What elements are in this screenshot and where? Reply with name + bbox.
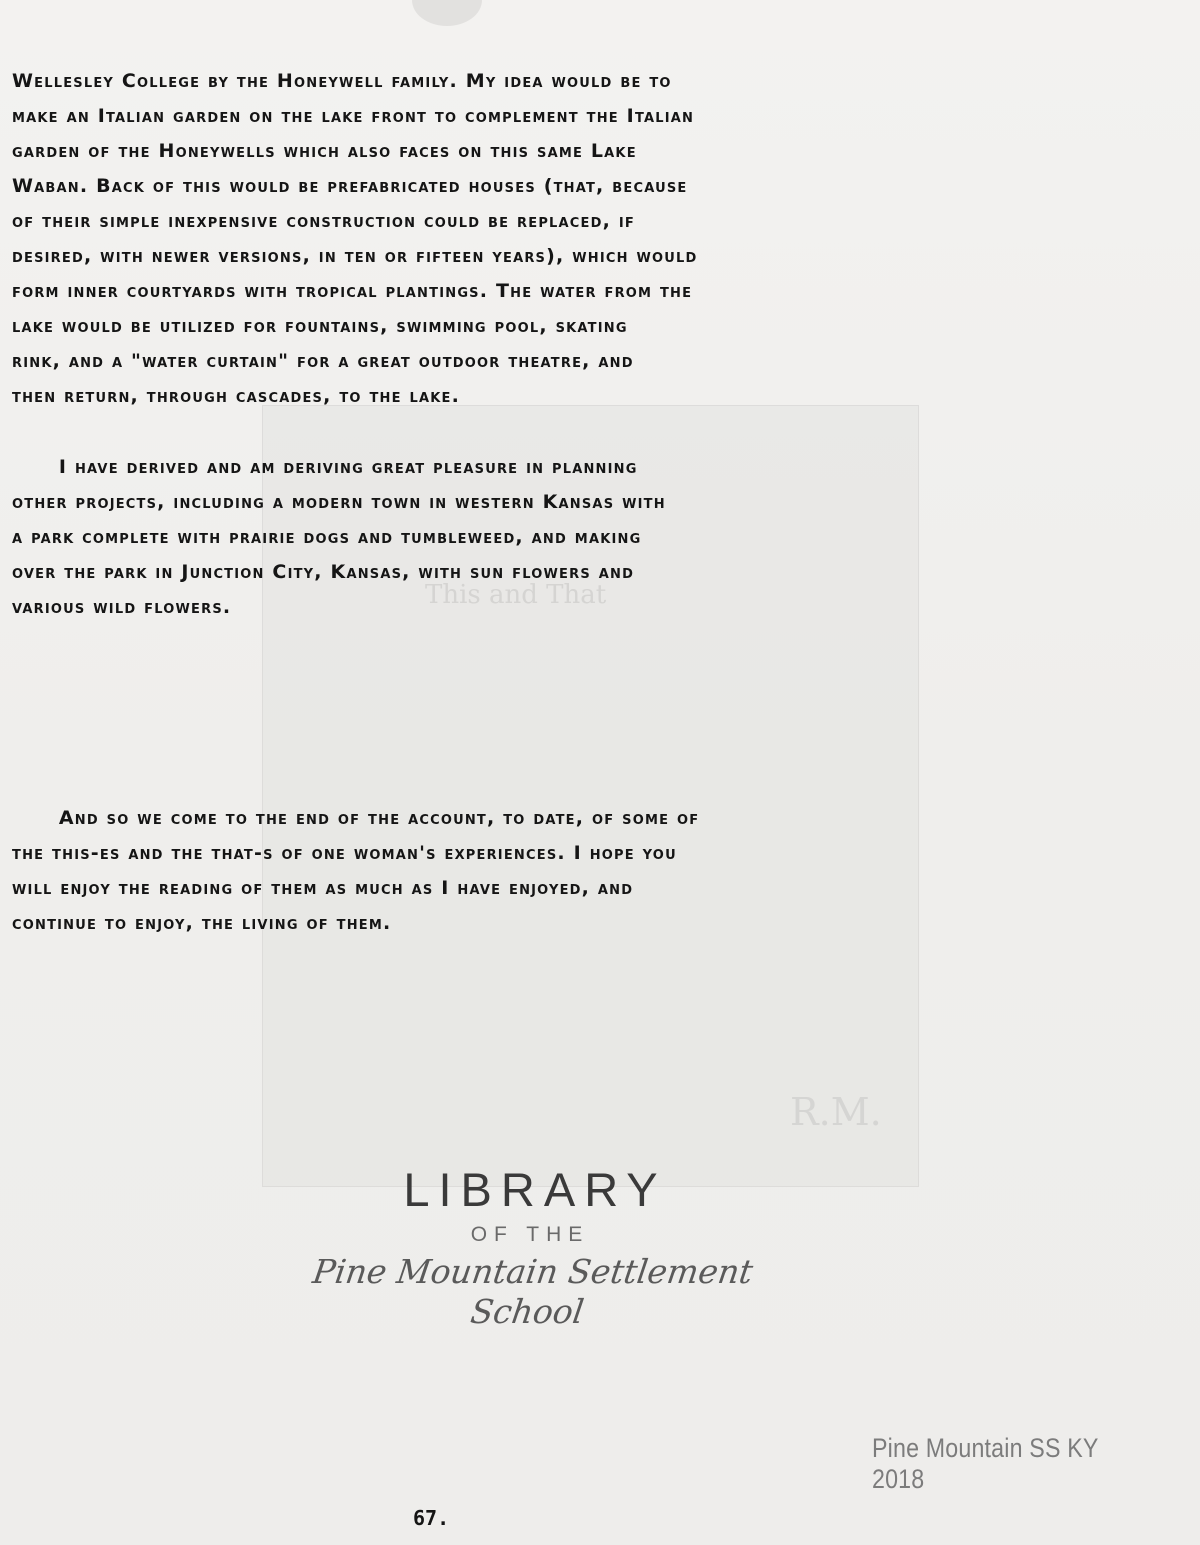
text-line: other projects, including a modern town in western Kansas with — [12, 491, 666, 513]
text-line: of their simple inexpensive construction could be replaced, if — [12, 210, 635, 232]
text-line: the this-es and the that-s of one woman's experiences. I hope you — [12, 842, 677, 864]
paper-punch-hole — [412, 0, 482, 26]
stamp-school-name: Pine Mountain Settlement School — [310, 1252, 756, 1331]
text-line: over the park in Junction City, Kansas, with sun flowers and — [12, 561, 635, 583]
text-line: make an Italian garden on the lake front to complement the Italian — [12, 105, 695, 127]
stamp-library-text: LIBRARY — [403, 1163, 667, 1216]
text-line: I have derived and am deriving great pleasure in planning — [12, 456, 638, 478]
text-line: then return, through cascades, to the lake. — [12, 385, 461, 407]
page-number: 67. — [413, 1506, 450, 1530]
paragraph-2 — [12, 450, 666, 625]
text-line: desired, with newer versions, in ten or fifteen years), which would — [12, 245, 698, 267]
text-line: Wellesley College by the Honeywell family. My idea would be to — [12, 70, 672, 92]
bleed-through-initials: R.M. — [790, 1090, 882, 1134]
text-line: will enjoy the reading of them as much as I have enjoyed, and — [12, 877, 634, 899]
text-line: rink, and a "water curtain" for a great outdoor theatre, and — [12, 350, 634, 372]
paragraph-3 — [12, 801, 699, 941]
text-line: various wild flowers. — [12, 596, 232, 618]
paragraph-1 — [12, 64, 698, 414]
bleed-through-text: This and That — [425, 580, 607, 610]
archive-watermark: Pine Mountain SS KY 2018 — [872, 1433, 1099, 1494]
text-line: lake would be utilized for fountains, swimming pool, skating — [12, 315, 628, 337]
library-stamp — [250, 1162, 810, 1332]
text-line: garden of the Honeywells which also faces on this same Lake — [12, 140, 637, 162]
stamp-of-the-text: OF THE — [470, 1223, 590, 1246]
text-line: And so we come to the end of the account, to date, of some of — [12, 807, 700, 829]
text-line: form inner courtyards with tropical plantings. The water from the — [12, 280, 693, 302]
text-line: a park complete with prairie dogs and tumbleweed, and making — [12, 526, 642, 548]
text-line: continue to enjoy, the living of them. — [12, 912, 392, 934]
text-line: Waban. Back of this would be prefabricated houses (that, because — [12, 175, 688, 197]
